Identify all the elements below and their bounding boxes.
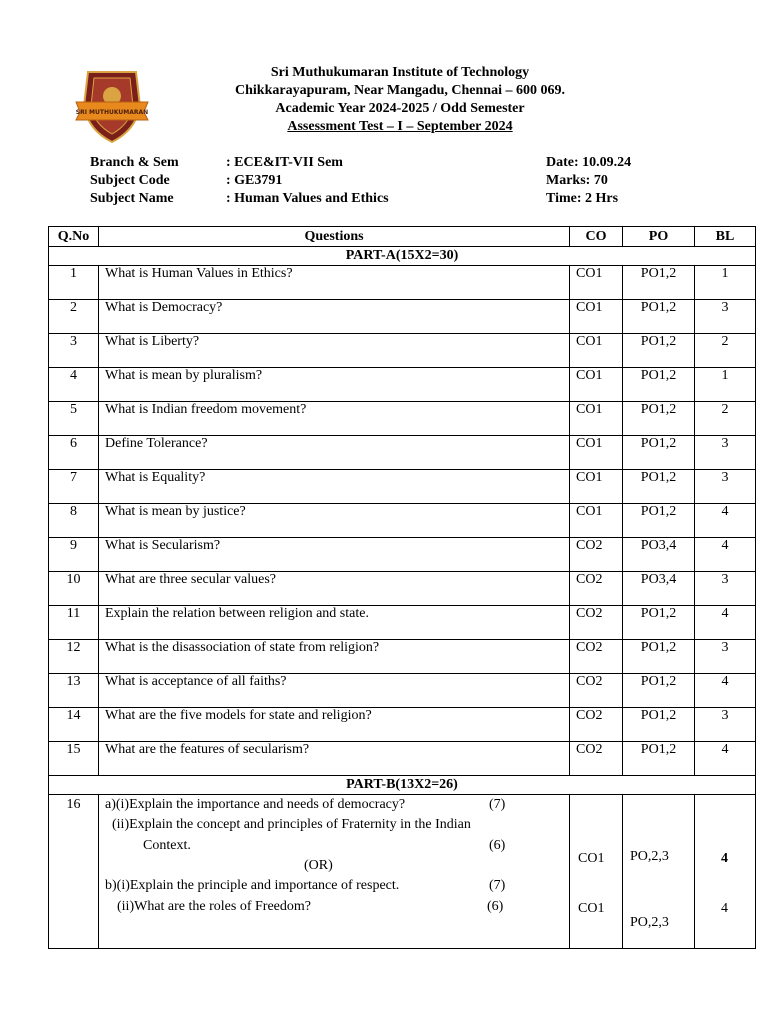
- table-row: [49, 572, 756, 606]
- question-po: PO3,4: [623, 572, 695, 606]
- question-text: What is the disassociation of state from religion?: [99, 640, 570, 674]
- part-a-body: [49, 266, 756, 776]
- table-row: [49, 436, 756, 470]
- institute-address: Chikkarayapuram, Near Mangadu, Chennai – 600 069.: [235, 83, 565, 98]
- part-b-a1-marks: (7): [489, 797, 506, 812]
- question-number: 10: [49, 572, 99, 606]
- question-bl: 3: [695, 300, 756, 334]
- question-co: CO1: [570, 266, 623, 300]
- question-text: What is Secularism?: [99, 538, 570, 572]
- question-number: 1: [49, 266, 99, 300]
- question-bl: 3: [695, 640, 756, 674]
- question-bl: 3: [695, 436, 756, 470]
- question-text: What is mean by pluralism?: [99, 368, 570, 402]
- question-co: CO1: [570, 334, 623, 368]
- question-text: Explain the relation between religion and state.: [99, 606, 570, 640]
- question-bl: 4: [695, 606, 756, 640]
- table-row: [49, 640, 756, 674]
- logo-text: SRI MUTHUKUMARAN: [75, 109, 149, 116]
- table-header-row: [49, 227, 756, 247]
- question-po: PO1,2: [623, 436, 695, 470]
- question-text: What is Equality?: [99, 470, 570, 504]
- question-po: PO1,2: [623, 334, 695, 368]
- question-po: PO1,2: [623, 708, 695, 742]
- part-b-a1: a)(i)Explain the importance and needs of democracy?: [105, 797, 406, 812]
- question-bl: 3: [695, 470, 756, 504]
- question-po: PO1,2: [623, 470, 695, 504]
- question-number: 12: [49, 640, 99, 674]
- question-po: PO1,2: [623, 266, 695, 300]
- question-co: CO1: [570, 504, 623, 538]
- part-b-b2: (ii)What are the roles of Freedom?: [117, 899, 311, 914]
- question-po: PO1,2: [623, 640, 695, 674]
- part-b-bl-cell: [695, 795, 756, 949]
- question-bl: 1: [695, 266, 756, 300]
- question-co: CO2: [570, 572, 623, 606]
- question-text: What is Indian freedom movement?: [99, 402, 570, 436]
- question-po: PO1,2: [623, 300, 695, 334]
- part-b-co-cell: [570, 795, 623, 949]
- question-text: What is Liberty?: [99, 334, 570, 368]
- question-text: What is mean by justice?: [99, 504, 570, 538]
- question-number: 9: [49, 538, 99, 572]
- question-co: CO1: [570, 402, 623, 436]
- part-b-question-row: [49, 795, 756, 949]
- table-row: [49, 470, 756, 504]
- header-po: PO: [623, 227, 695, 247]
- question-number: 14: [49, 708, 99, 742]
- question-number: 4: [49, 368, 99, 402]
- part-b-title-row: [49, 776, 756, 795]
- table-row: [49, 504, 756, 538]
- question-co: CO1: [570, 470, 623, 504]
- academic-year: Academic Year 2024-2025 / Odd Semester: [275, 101, 525, 116]
- question-bl: 3: [695, 572, 756, 606]
- question-po: PO1,2: [623, 504, 695, 538]
- code-value: : GE3791: [226, 173, 283, 188]
- question-po: PO1,2: [623, 368, 695, 402]
- name-value: : Human Values and Ethics: [226, 191, 389, 206]
- part-b-a2-marks: (6): [489, 838, 506, 853]
- question-table: [48, 226, 756, 949]
- table-row: [49, 606, 756, 640]
- question-bl: 4: [695, 674, 756, 708]
- question-bl: 1: [695, 368, 756, 402]
- question-number: 7: [49, 470, 99, 504]
- question-co: CO2: [570, 674, 623, 708]
- question-bl: 4: [695, 504, 756, 538]
- part-b-co-b: CO1: [578, 901, 605, 916]
- table-row: [49, 674, 756, 708]
- question-co: CO2: [570, 640, 623, 674]
- part-b-title: PART-B(13X2=26): [49, 776, 756, 795]
- question-number: 13: [49, 674, 99, 708]
- question-text: What are three secular values?: [99, 572, 570, 606]
- exam-marks: Marks: 70: [546, 173, 608, 188]
- part-b-a2: (ii)Explain the concept and principles of Fraternity in the Indian: [112, 817, 471, 832]
- table-row: [49, 742, 756, 776]
- test-title: Assessment Test – I – September 2024: [287, 119, 513, 134]
- part-b-co-a: CO1: [578, 851, 605, 866]
- part-b-qno: 16: [49, 795, 99, 949]
- question-text: Define Tolerance?: [99, 436, 570, 470]
- question-number: 11: [49, 606, 99, 640]
- question-text: What is acceptance of all faiths?: [99, 674, 570, 708]
- meta-labels: [90, 154, 179, 208]
- table-row: [49, 402, 756, 436]
- part-a-title-row: [49, 247, 756, 266]
- question-bl: 3: [695, 708, 756, 742]
- part-b-or: (OR): [304, 858, 333, 873]
- header-co: CO: [570, 227, 623, 247]
- question-text: What is Human Values in Ethics?: [99, 266, 570, 300]
- question-bl: 4: [695, 538, 756, 572]
- question-po: PO3,4: [623, 538, 695, 572]
- institute-name: Sri Muthukumaran Institute of Technology: [270, 65, 530, 80]
- question-co: CO2: [570, 606, 623, 640]
- question-co: CO2: [570, 538, 623, 572]
- table-row: [49, 708, 756, 742]
- table-row: [49, 266, 756, 300]
- question-po: PO1,2: [623, 742, 695, 776]
- part-b-b1: b)(i)Explain the principle and importance of respect.: [105, 878, 400, 893]
- part-b-b1-marks: (7): [489, 878, 506, 893]
- name-label: Subject Name: [90, 191, 174, 206]
- institute-logo: [74, 66, 150, 146]
- exam-time: Time: 2 Hrs: [546, 191, 619, 206]
- part-b-bl-b: 4: [721, 901, 728, 916]
- question-po: PO1,2: [623, 606, 695, 640]
- question-bl: 4: [695, 742, 756, 776]
- part-a-title: PART-A(15X2=30): [49, 247, 756, 266]
- part-b-po-a: PO,2,3: [630, 849, 669, 864]
- question-co: CO2: [570, 708, 623, 742]
- part-b-po-cell: [623, 795, 695, 949]
- part-b-a2-cont: Context.: [143, 838, 191, 853]
- question-number: 6: [49, 436, 99, 470]
- question-co: CO1: [570, 300, 623, 334]
- question-bl: 2: [695, 402, 756, 436]
- part-b-po-b: PO,2,3: [630, 915, 669, 930]
- question-po: PO1,2: [623, 402, 695, 436]
- question-co: CO1: [570, 368, 623, 402]
- question-number: 8: [49, 504, 99, 538]
- question-po: PO1,2: [623, 674, 695, 708]
- header-bl: BL: [695, 227, 756, 247]
- question-text: What is Democracy?: [99, 300, 570, 334]
- question-text: What are the features of secularism?: [99, 742, 570, 776]
- meta-right: [546, 154, 631, 208]
- branch-value: : ECE&IT-VII Sem: [226, 155, 343, 170]
- part-b-question-cell: [99, 795, 570, 949]
- table-row: [49, 300, 756, 334]
- part-b-bl-a: 4: [721, 851, 728, 866]
- header-questions: Questions: [99, 227, 570, 247]
- exam-date: Date: 10.09.24: [546, 155, 632, 170]
- table-row: [49, 334, 756, 368]
- question-text: What are the five models for state and religion?: [99, 708, 570, 742]
- branch-label: Branch & Sem: [90, 155, 179, 170]
- meta-values: [226, 154, 389, 208]
- question-co: CO2: [570, 742, 623, 776]
- table-row: [49, 368, 756, 402]
- document-header: [150, 64, 650, 136]
- question-number: 3: [49, 334, 99, 368]
- table-row: [49, 538, 756, 572]
- question-number: 2: [49, 300, 99, 334]
- question-number: 5: [49, 402, 99, 436]
- part-b-b2-marks: (6): [487, 899, 504, 914]
- code-label: Subject Code: [90, 173, 170, 188]
- header-qno: Q.No: [49, 227, 99, 247]
- question-co: CO1: [570, 436, 623, 470]
- question-bl: 2: [695, 334, 756, 368]
- question-number: 15: [49, 742, 99, 776]
